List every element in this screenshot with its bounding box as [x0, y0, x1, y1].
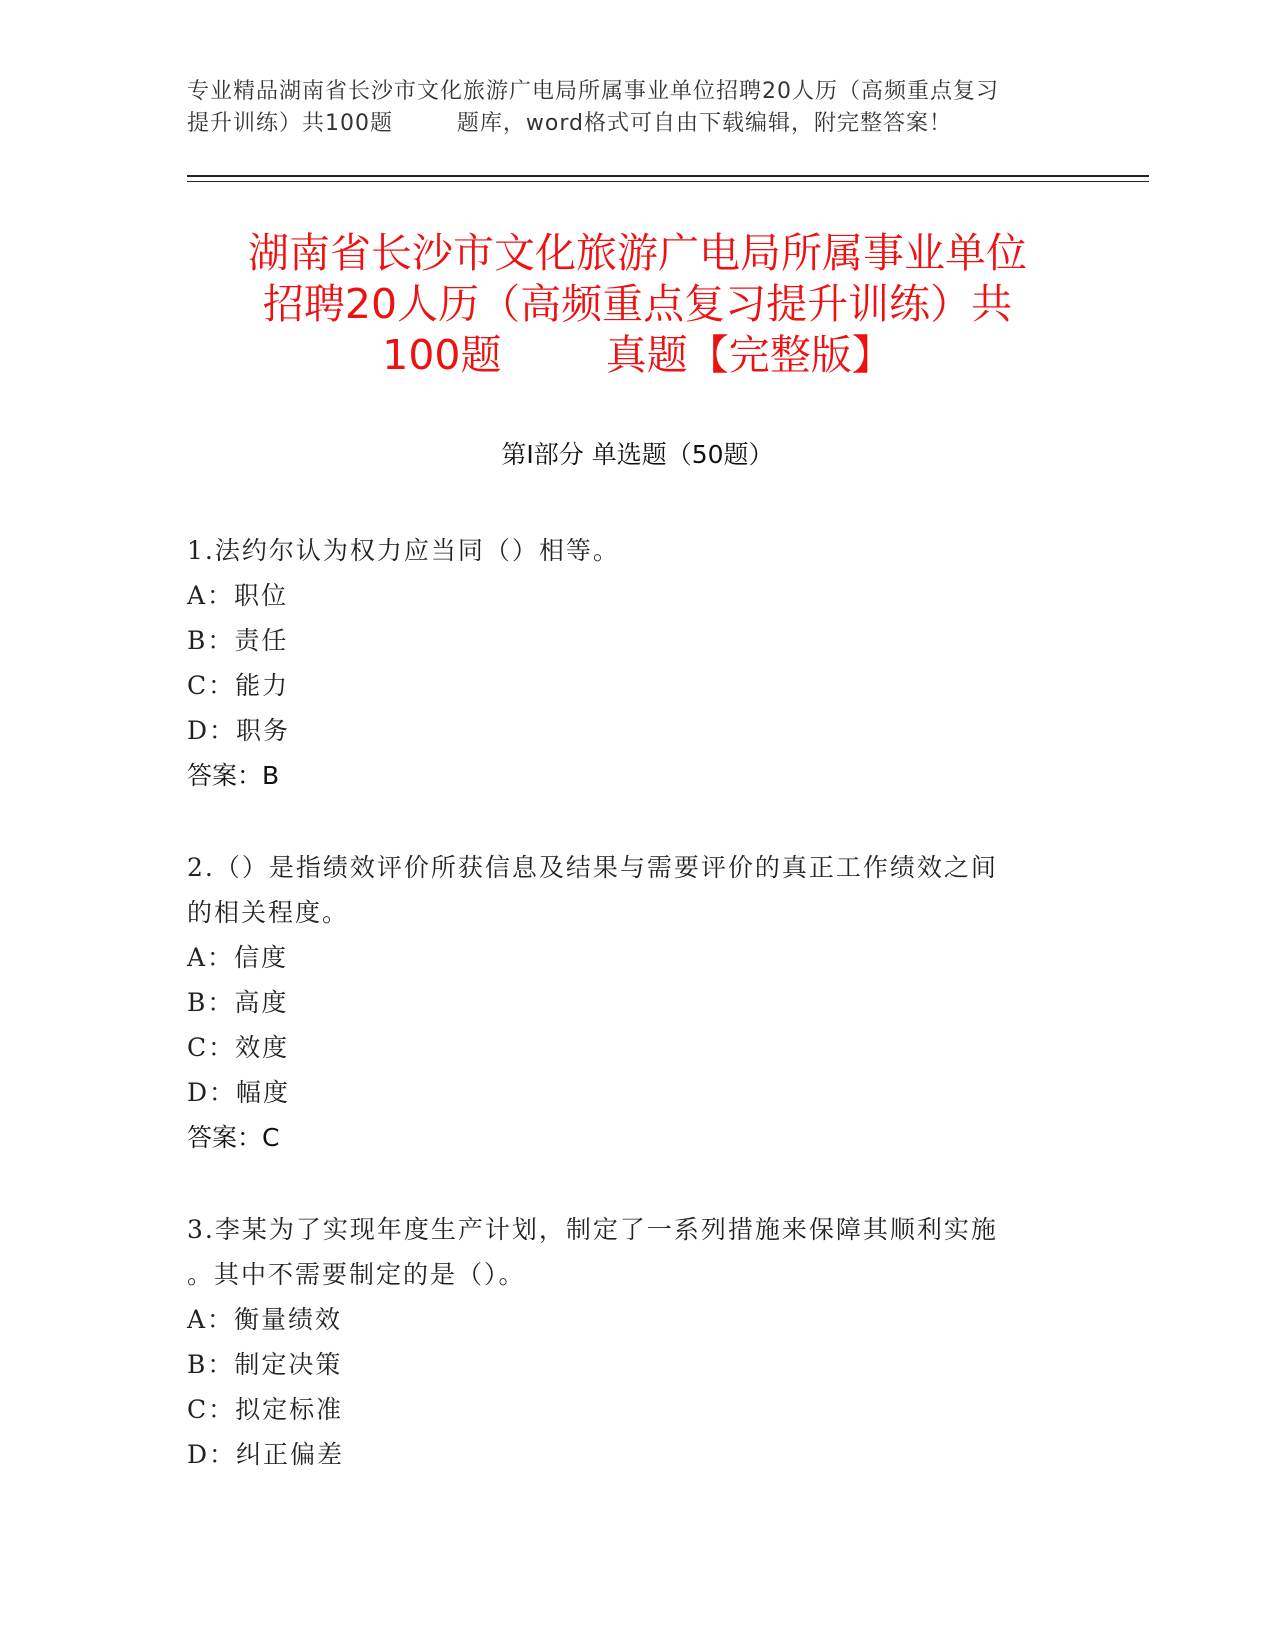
answer: 答案：B: [187, 761, 280, 790]
title-line: 100题 真题【完整版】: [382, 331, 893, 379]
option-a: A：职位: [187, 581, 289, 610]
question-3: [187, 1207, 1087, 1477]
option-c: C：能力: [187, 671, 290, 700]
question-1: [187, 528, 1087, 798]
option-d: D：幅度: [187, 1078, 291, 1107]
option-d: D：纠正偏差: [187, 1440, 345, 1469]
option-b: B：高度: [187, 988, 289, 1017]
answer: 答案：C: [187, 1123, 280, 1152]
option-b: B：责任: [187, 626, 289, 655]
option-c: C：效度: [187, 1033, 290, 1062]
title-line: 湖南省长沙市文化旅游广电局所属事业单位: [248, 229, 1027, 277]
section-title: 第Ⅰ部分 单选题（50题）: [501, 440, 774, 469]
question-spacer: [187, 798, 1087, 845]
question-stem: 1.法约尔认为权力应当同（）相等。: [187, 536, 620, 565]
option-b: B：制定决策: [187, 1350, 343, 1379]
option-a: A：衡量绩效: [187, 1305, 343, 1334]
option-a: A：信度: [187, 943, 289, 972]
header-note: [187, 76, 1087, 140]
header-note-line: 专业精品湖南省长沙市文化旅游广电局所属事业单位招聘20人历（高频重点复习: [187, 79, 999, 104]
title-line: 招聘20人历（高频重点复习提升训练）共: [262, 280, 1013, 328]
question-2: [187, 845, 1087, 1160]
document-title: [150, 228, 1125, 381]
header-divider: [187, 175, 1149, 177]
question-stem-continued: 的相关程度。: [187, 898, 350, 927]
header-note-line: 提升训练）共100题 题库，word格式可自由下载编辑，附完整答案！: [187, 111, 953, 136]
option-c: C：拟定标准: [187, 1395, 344, 1424]
question-stem: 2.（）是指绩效评价所获信息及结果与需要评价的真正工作绩效之间: [187, 853, 998, 882]
question-stem-continued: 。其中不需要制定的是（）。: [187, 1260, 526, 1289]
question-list: [187, 528, 1087, 1477]
option-d: D：职务: [187, 716, 291, 745]
header-divider-thin: [187, 181, 1149, 182]
question-spacer: [187, 1160, 1087, 1207]
question-stem: 3.李某为了实现年度生产计划，制定了一系列措施来保障其顺利实施: [187, 1215, 998, 1244]
